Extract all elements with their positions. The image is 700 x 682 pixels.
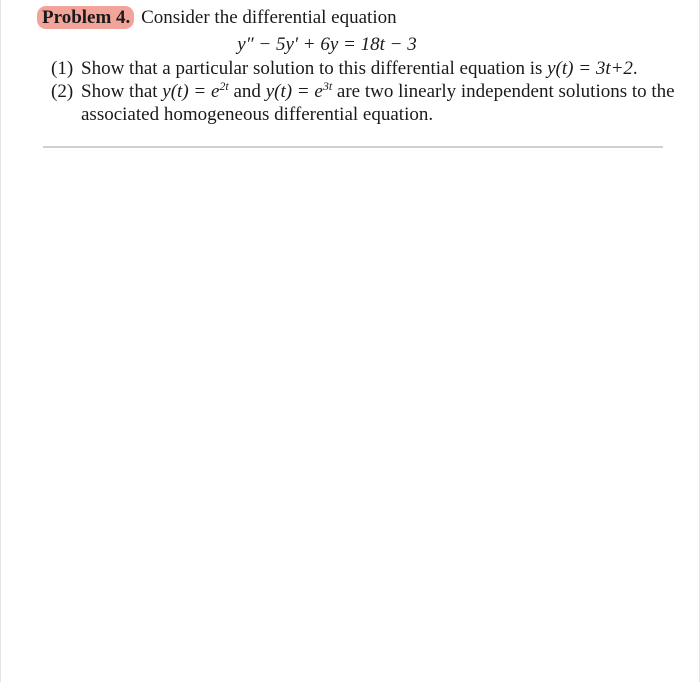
section-divider <box>43 146 663 148</box>
solution-1-base: y(t) = e <box>162 81 220 102</box>
solution-2-base: y(t) = e <box>265 81 323 102</box>
differential-equation: y″ − 5y′ + 6y = 18t − 3 <box>237 34 417 55</box>
solution-1-exponent: 2t <box>219 79 229 93</box>
particular-solution: y(t) = 3t+2 <box>547 58 633 79</box>
part-text: Show that <box>81 81 163 102</box>
problem-header <box>37 6 677 29</box>
problem-part-2 <box>37 80 677 126</box>
solution-2-exponent: 3t <box>322 79 333 93</box>
problem-block <box>37 6 677 126</box>
problem-label: Problem 4. <box>37 6 134 29</box>
part-number: (2) <box>51 81 74 102</box>
problem-intro: Consider the differential equation <box>141 7 397 28</box>
part-text: are two linearly independent solutions to the associated homogeneous differential equation. <box>81 81 675 125</box>
problem-part-1 <box>37 57 677 80</box>
part-text: Show that a particular solution to this differential equation is <box>81 58 548 79</box>
part-number: (1) <box>51 58 74 79</box>
part-text: and <box>228 81 266 102</box>
part-punctuation: . <box>632 58 638 79</box>
